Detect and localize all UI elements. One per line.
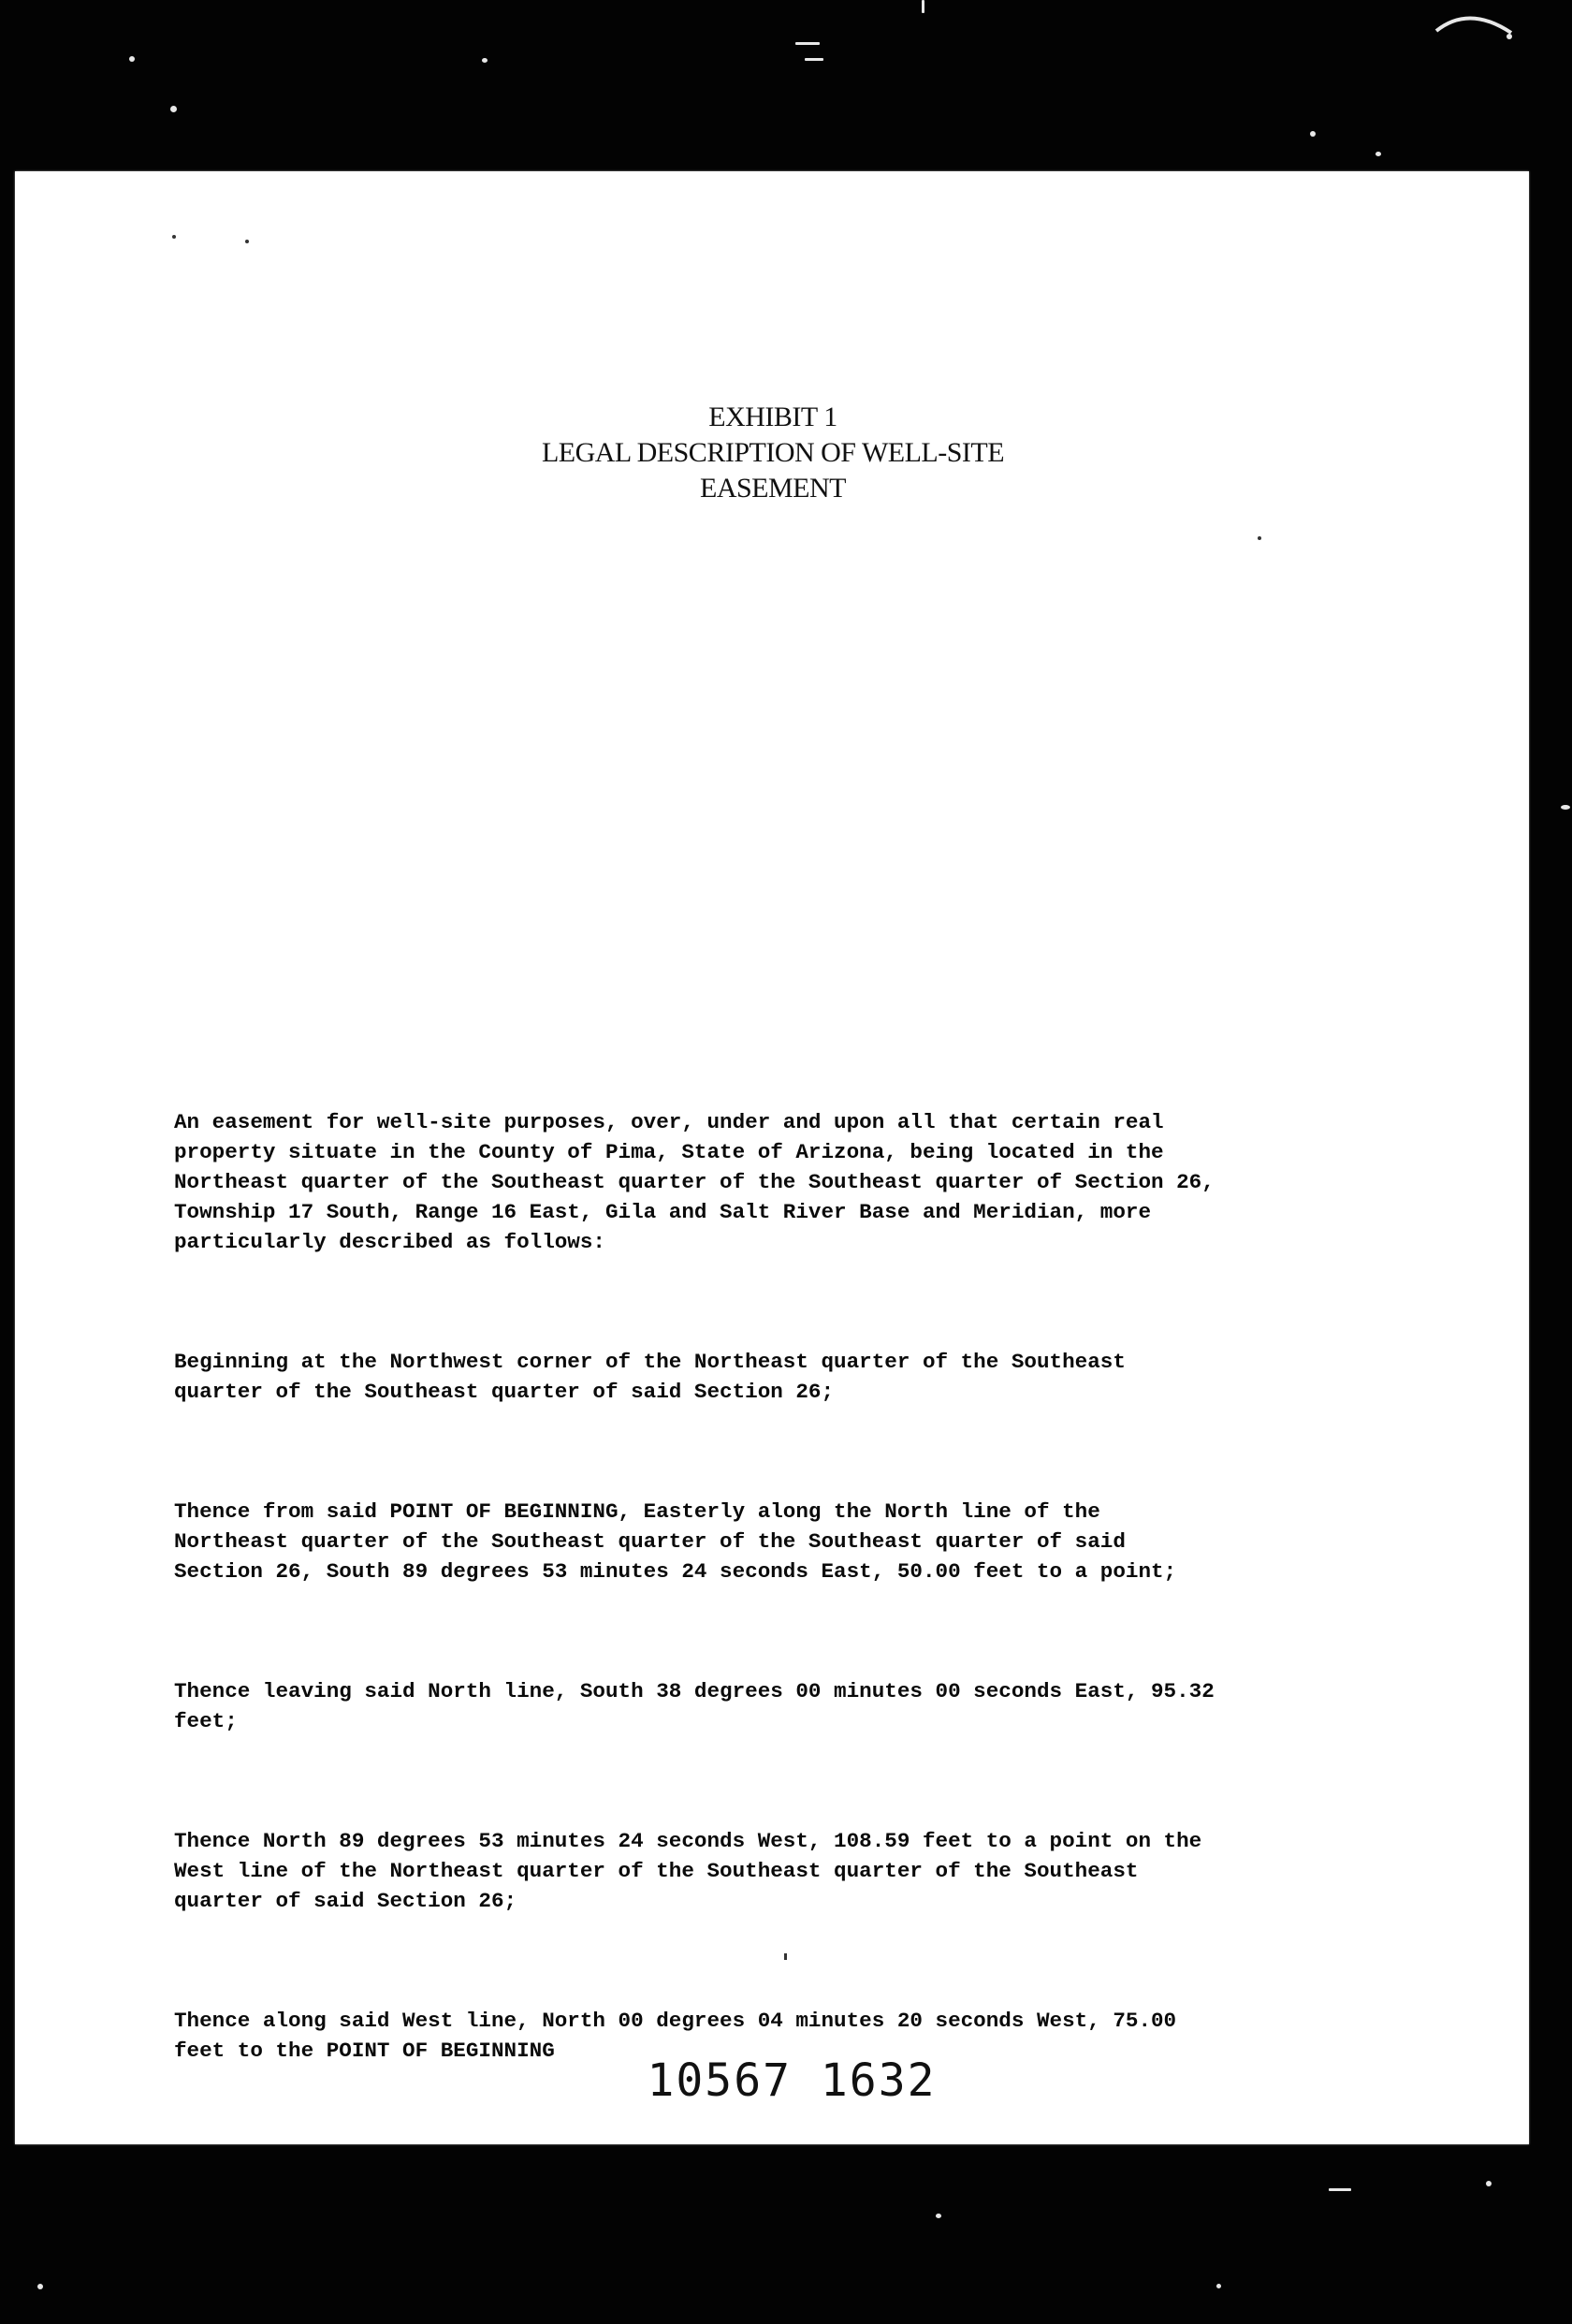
document-page (15, 171, 1529, 2144)
scan-speck (922, 0, 924, 13)
easement-description (174, 1047, 1428, 2126)
page-speck (1258, 536, 1261, 540)
scan-curl-mark (1432, 5, 1516, 42)
scan-speck (1310, 131, 1316, 137)
page-speck (245, 240, 249, 243)
page-speck (172, 235, 176, 239)
scan-speck (795, 42, 820, 45)
heading-exhibit: EXHIBIT 1 (708, 402, 837, 432)
scan-speck (129, 56, 135, 62)
paragraph-thence-north: Thence along said West line, North 00 degrees 04 minutes 20 seconds West, 75.00 feet to the POINT OF BEGINNING (174, 2009, 1177, 2063)
scan-speck (1216, 2284, 1221, 2288)
paragraph-thence-south: Thence leaving said North line, South 38 degrees 00 minutes 00 seconds East, 95.32 feet; (174, 1679, 1215, 1733)
scan-speck (1561, 805, 1570, 810)
scan-speck (37, 2284, 43, 2289)
page-number: 10567 1632 (647, 2054, 937, 2107)
paragraph-thence-west: Thence North 89 degrees 53 minutes 24 seconds West, 108.59 feet to a point on the West line of the Northeast quarter of the Southeast quarter of the Southeast quarter of said Section 26; (174, 1829, 1202, 1913)
paragraph-easement-intro: An easement for well-site purposes, over, under and upon all that certain real property situate in the County of Pima, State of Arizona, being located in the Northeast quarter of the Southeast quarter of the Southeast quarter of Section 26, Township 17 South, Range 16 East, Gila and Salt River Base and Meridian, more particularly described as follows: (174, 1110, 1215, 1254)
document-heading (15, 400, 1531, 506)
scan-speck (805, 58, 823, 61)
paragraph-thence-easterly: Thence from said POINT OF BEGINNING, Easterly along the North line of the Northeast quarter of the Southeast quarter of the Southeast quarter of said Section 26, South 89 degrees 53 minutes 24 seconds East, 50.00 feet to a point; (174, 1499, 1177, 1584)
scan-speck (1329, 2188, 1351, 2191)
heading-legal-description: LEGAL DESCRIPTION OF WELL-SITE (541, 437, 1005, 468)
scan-speck (1376, 152, 1381, 156)
scan-speck (170, 106, 177, 112)
paragraph-beginning: Beginning at the Northwest corner of the Northeast quarter of the Southeast quarter of the Southeast quarter of said Section 26; (174, 1350, 1126, 1404)
scan-speck (936, 2214, 941, 2218)
scan-speck (482, 58, 488, 63)
heading-easement: EASEMENT (700, 473, 846, 504)
scan-speck (1486, 2181, 1492, 2186)
